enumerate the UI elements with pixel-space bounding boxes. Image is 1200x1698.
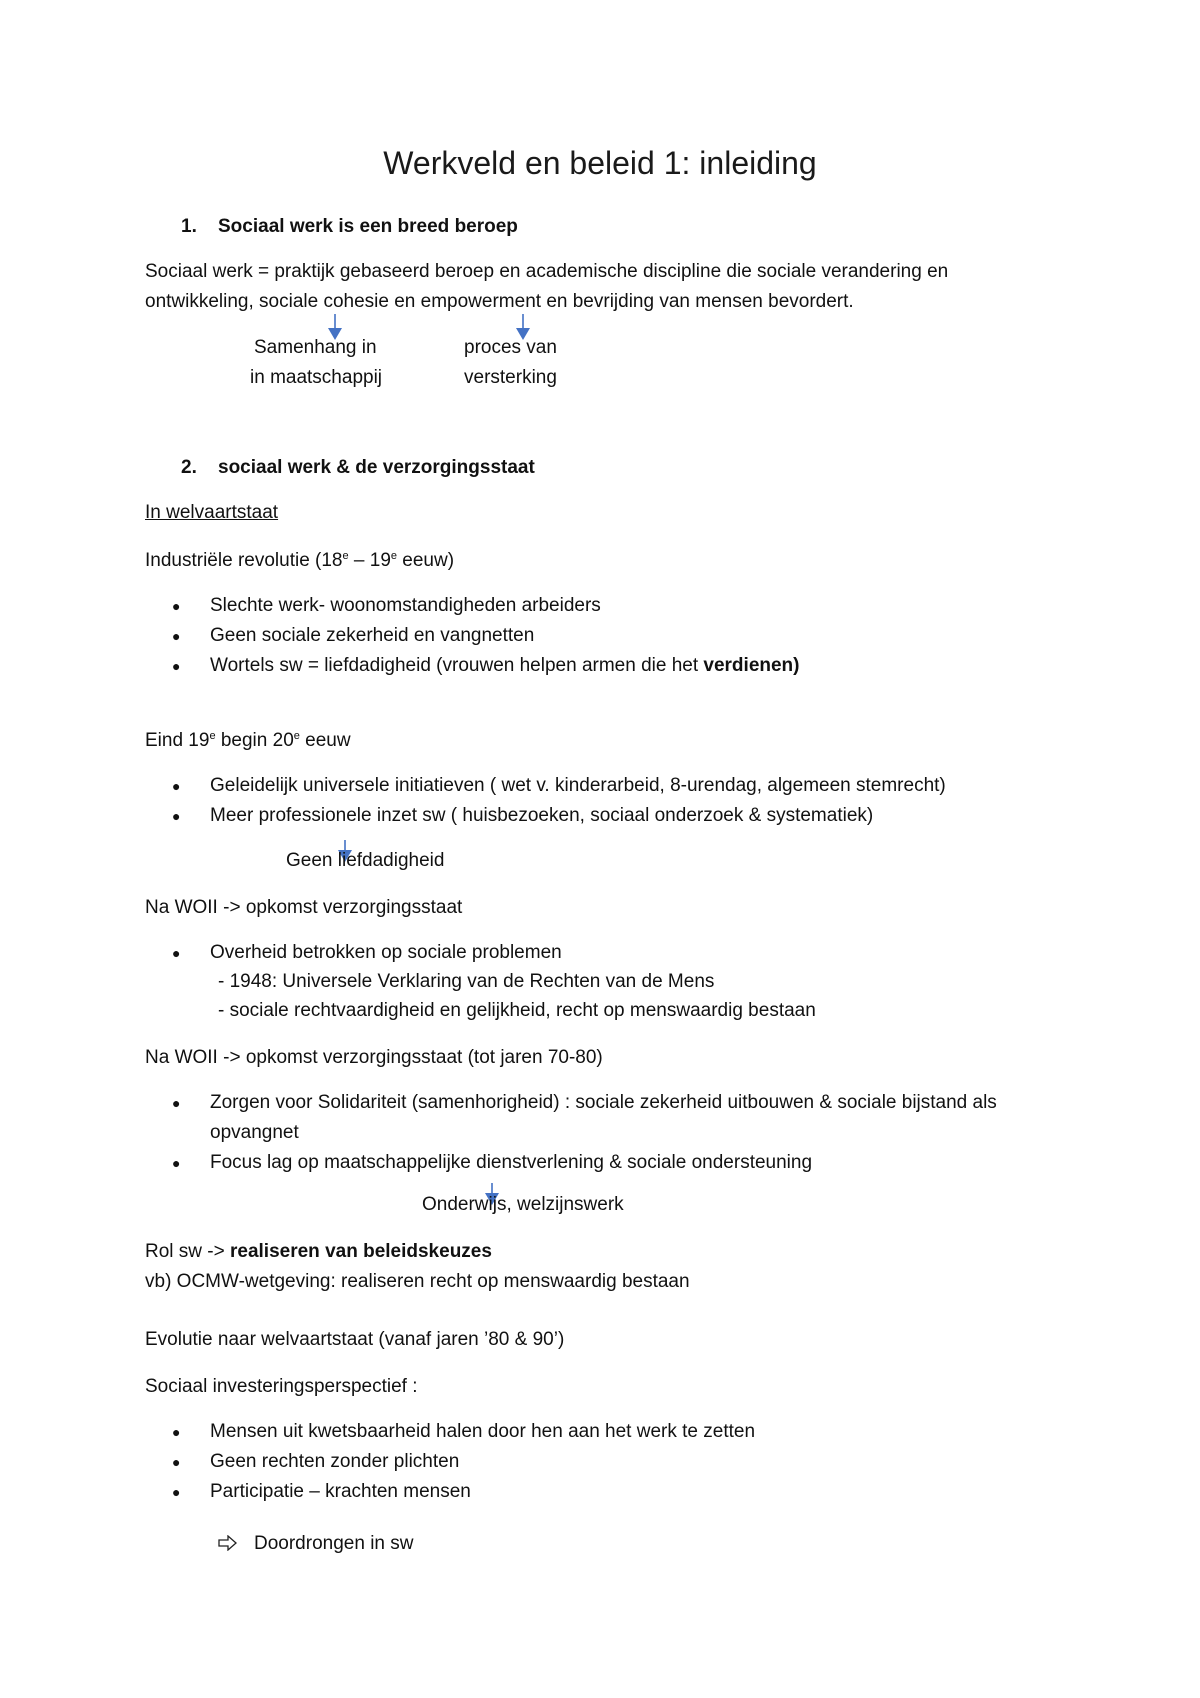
section-1-heading: Sociaal werk is een breed beroep — [218, 216, 518, 237]
bullet-dot-icon: ● — [172, 1454, 181, 1470]
bullet-dot-icon: ● — [172, 1484, 181, 1500]
list-item: Meer professionele inzet sw ( huisbezoeken, sociaal onderzoek & systematiek) — [210, 805, 874, 826]
list-item: Overheid betrokken op sociale problemen — [210, 942, 562, 963]
definition-line-1: Sociaal werk = praktijk gebaseerd beroep en academische discipline die sociale verandering en — [145, 261, 949, 282]
list-item: Slechte werk- woonomstandigheden arbeiders — [210, 595, 601, 616]
list-item: Mensen uit kwetsbaarheid halen door hen aan het werk te zetten — [210, 1421, 756, 1442]
list-item: Zorgen voor Solidariteit (samenhorigheid) : sociale zekerheid uitbouwen & sociale bijstand als — [210, 1092, 997, 1113]
bullet-dot-icon: ● — [172, 598, 181, 614]
subheading-welvaartstaat: In welvaartstaat — [145, 502, 279, 523]
sociaal-investeringsperspectief: Sociaal investeringsperspectief : — [145, 1376, 418, 1397]
list-item-continuation: opvangnet — [210, 1122, 299, 1143]
page-title: Werkveld en beleid 1: inleiding — [383, 145, 817, 181]
section-2-number: 2. — [181, 457, 197, 478]
list-item: Wortels sw = liefdadigheid (vrouwen helpen armen die het verdienen) — [210, 655, 800, 676]
bullet-dot-icon: ● — [172, 945, 181, 961]
list-item: Participatie – krachten mensen — [210, 1481, 471, 1502]
bullet-dot-icon: ● — [172, 1424, 181, 1440]
list-item: Geleidelijk universele initiatieven ( wet v. kinderarbeid, 8-urendag, algemeen stemrecht) — [210, 775, 946, 796]
evolutie: Evolutie naar welvaartstaat (vanaf jaren ’80 & 90’) — [145, 1329, 565, 1350]
dash-item: - 1948: Universele Verklaring van de Rechten van de Mens — [218, 971, 715, 992]
industrial-revolution: Industriële revolutie (18e – 19e eeuw) — [145, 550, 455, 571]
conclusion-doordrongen: Doordrongen in sw — [254, 1533, 414, 1554]
note-proces-1: proces van — [464, 337, 557, 358]
definition-line-2: ontwikkeling, sociale cohesie en empowerment en bevrijding van mensen bevordert. — [145, 291, 854, 312]
bullet-dot-icon: ● — [172, 808, 181, 824]
note-samenhang-1: Samenhang in — [254, 337, 377, 358]
note-onderwijs: Onderwijs, welzijnswerk — [422, 1194, 624, 1215]
hollow-right-arrow-icon — [218, 1535, 238, 1555]
note-geen-liefdadigheid: Geen liefdadigheid — [286, 850, 445, 871]
section-1-number: 1. — [181, 216, 197, 237]
bullet-dot-icon: ● — [172, 1095, 181, 1111]
na-woii-2: Na WOII -> opkomst verzorgingsstaat (tot jaren 70-80) — [145, 1047, 603, 1068]
dash-item: - sociale rechtvaardigheid en gelijkheid, recht op menswaardig bestaan — [218, 1000, 816, 1021]
bullet-dot-icon: ● — [172, 628, 181, 644]
bullet-dot-icon: ● — [172, 778, 181, 794]
list-item: Geen sociale zekerheid en vangnetten — [210, 625, 535, 646]
bullet-dot-icon: ● — [172, 1155, 181, 1171]
list-item: Focus lag op maatschappelijke dienstverlening & sociale ondersteuning — [210, 1152, 813, 1173]
note-proces-2: versterking — [464, 367, 557, 388]
na-woii-1: Na WOII -> opkomst verzorgingsstaat — [145, 897, 463, 918]
note-samenhang-2: in maatschappij — [250, 367, 383, 388]
rol-sw: Rol sw -> realiseren van beleidskeuzes — [145, 1241, 492, 1262]
section-2-heading: sociaal werk & de verzorgingsstaat — [218, 457, 535, 478]
voorbeeld-ocmw: vb) OCMW-wetgeving: realiseren recht op menswaardig bestaan — [145, 1271, 690, 1292]
list-item: Geen rechten zonder plichten — [210, 1451, 460, 1472]
bullet-dot-icon: ● — [172, 658, 181, 674]
eind-19e-begin-20e: Eind 19e begin 20e eeuw — [145, 730, 351, 751]
